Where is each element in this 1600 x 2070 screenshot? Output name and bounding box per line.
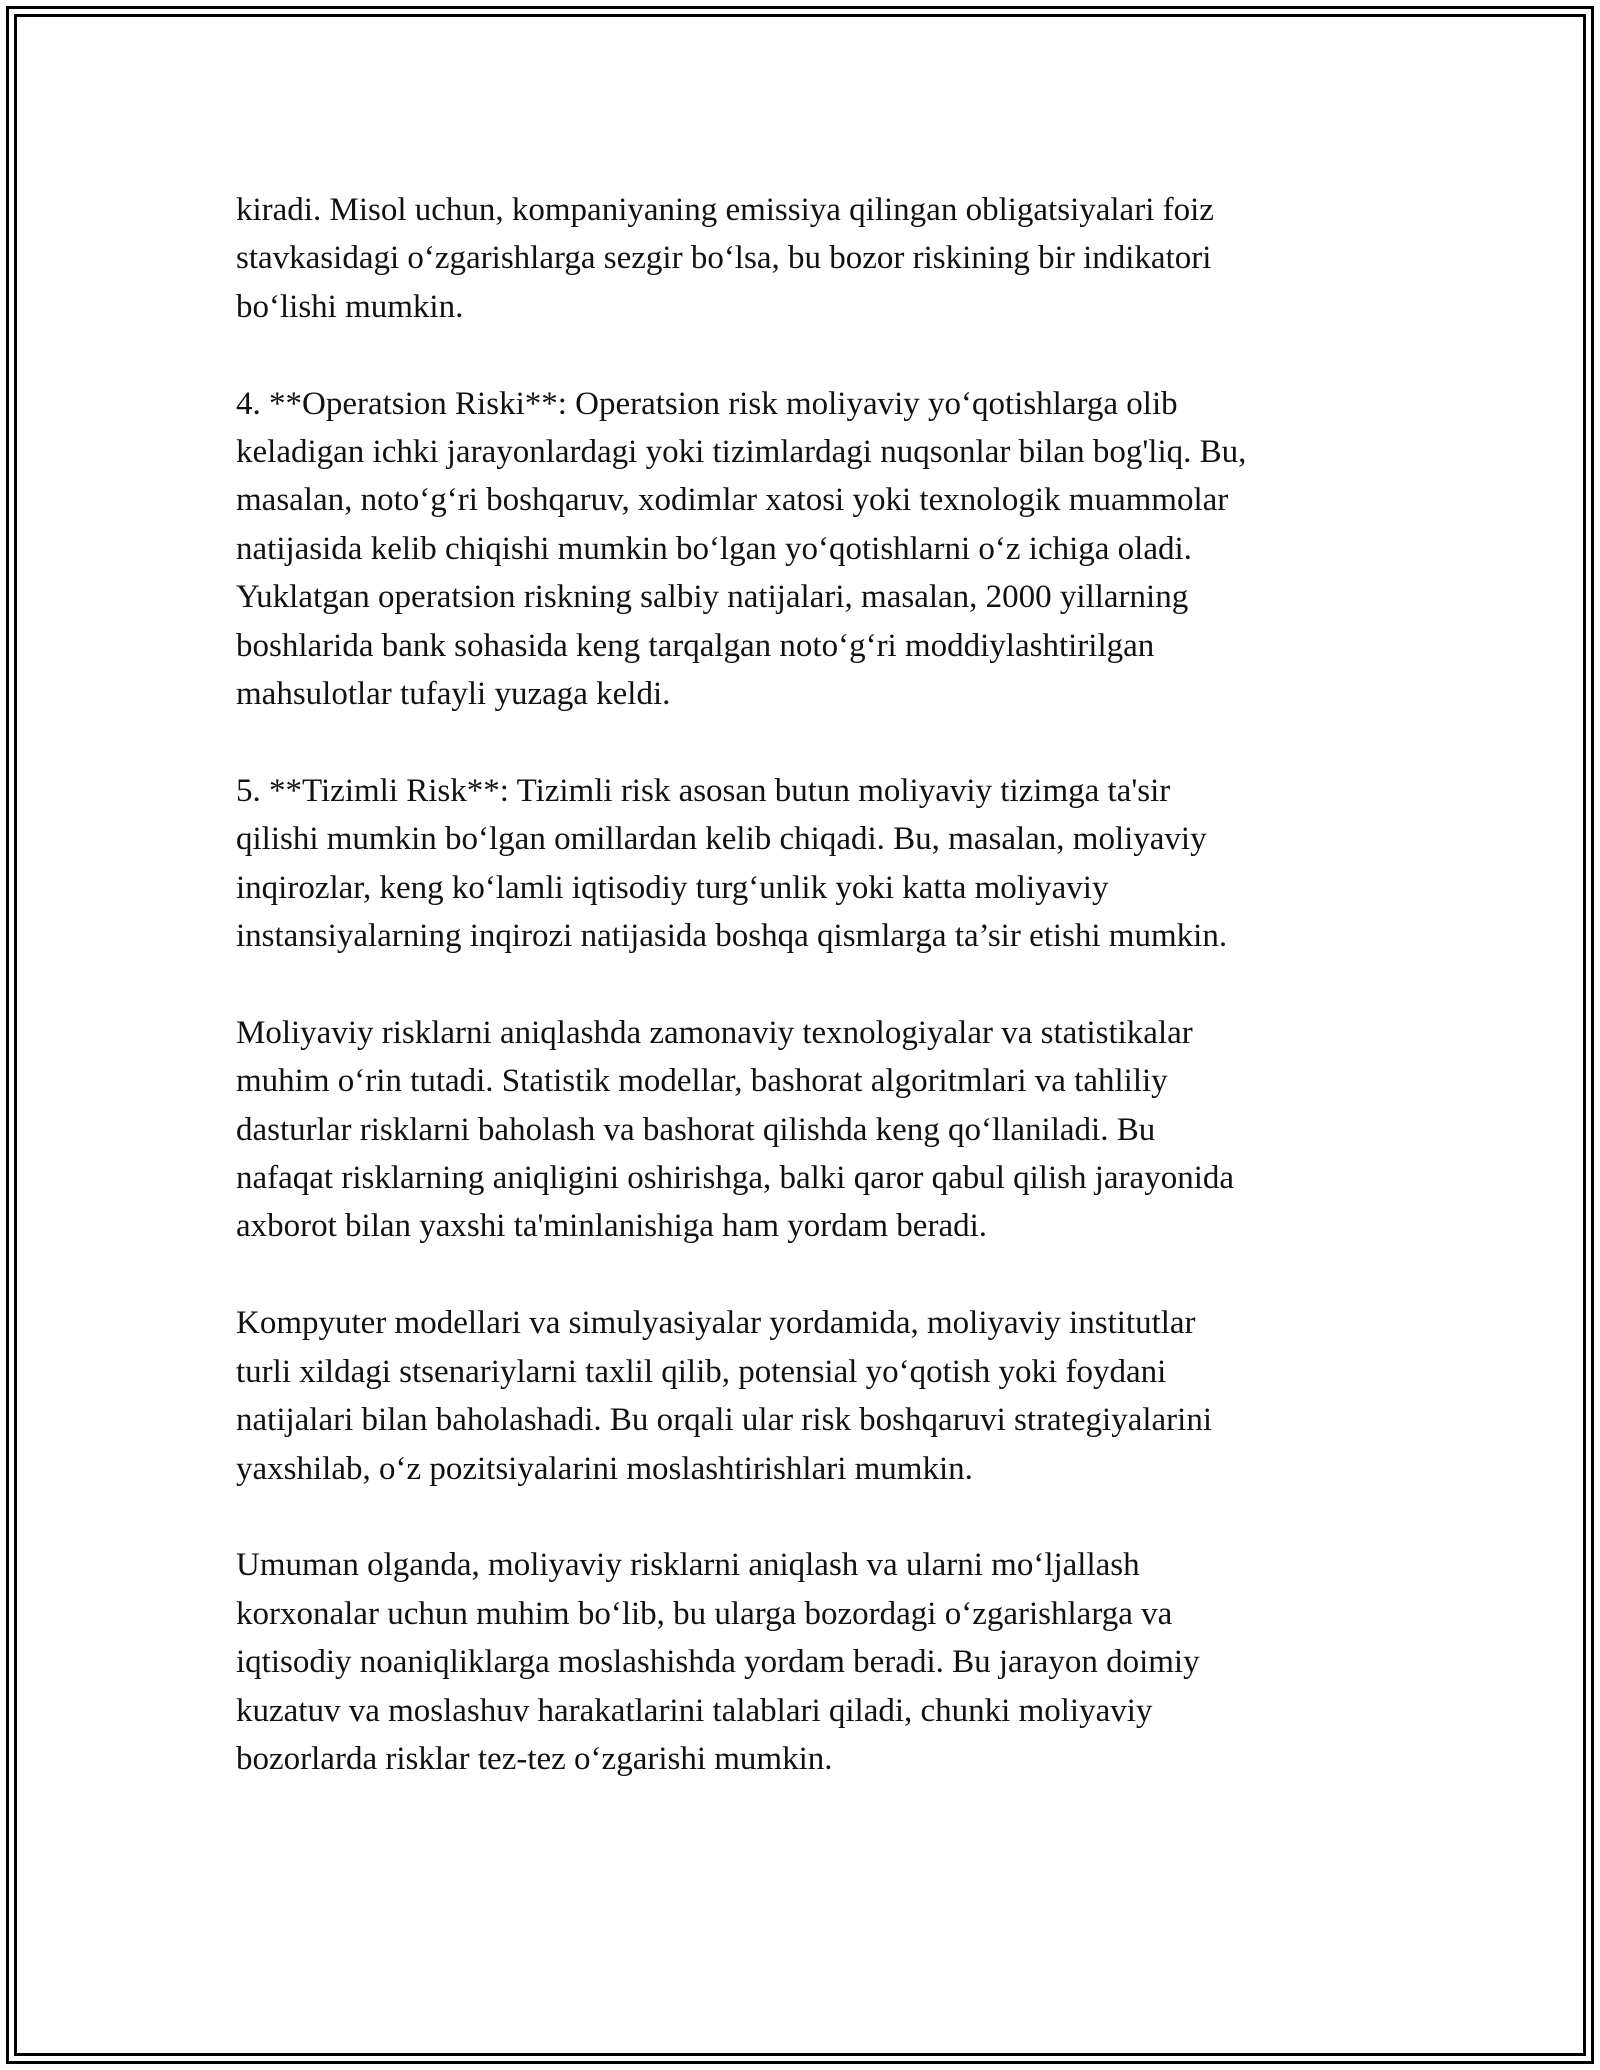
paragraph-systemic-risk: 5. **Tizimli Risk**: Tizimli risk asosan butun moliyaviy tizimga ta'sir qilishi mumkin bo‘lgan omillardan kelib chiqadi. Bu, masalan, moliyaviy inqirozlar, keng ko‘lamli iqtisodiy turg‘unlik yoki katta moliyaviy instansiyalarning inqirozi natijasida boshqa qismlarga ta’sir etishi mumkin. bbox=[236, 772, 1228, 955]
paragraph-conclusion: Umuman olganda, moliyaviy risklarni aniqlash va ularni mo‘ljallash korxonalar uchun muhim bo‘lib, bu ularga bozordagi o‘zgarishlarga va iqtisodiy noaniqliklarga moslashishda yordam beradi. Bu jarayon doimiy kuzatuv va moslashuv harakatlarini talablari qiladi, chunki moliyaviy bozorlarda risklar tez-tez o‘zgarishi mumkin. bbox=[236, 1547, 1200, 1777]
paragraph-operational-risk: 4. **Operatsion Riski**: Operatsion risk moliyaviy yo‘qotishlarga olib keladigan ichki jarayonlardagi yoki tizimlardagi nuqsonlar bilan bog'liq. Bu, masalan, noto‘g‘ri boshqaruv, xodimlar xatosi yoki texnologik muammolar natijasida kelib chiqishi mumkin bo‘lgan yo‘qotishlarni o‘z ichiga oladi. Yuklatgan operatsion riskning salbiy natijalari, masalan, 2000 yillarning boshlarida bank sohasida keng tarqalgan noto‘g‘ri moddiylashtirilgan mahsulotlar tufayli yuzaga keldi. bbox=[236, 385, 1247, 713]
paragraph-computer-models: Kompyuter modellari va simulyasiyalar yordamida, moliyaviy institutlar turli xildagi stsenariylarni taxlil qilib, potensial yo‘qotish yoki foydani natijalari bilan baholashadi. Bu orqali ular risk boshqaruvi strategiyalarini yaxshilab, o‘z pozitsiyalarini moslashtirishlari mumkin. bbox=[236, 1305, 1212, 1487]
paragraph-market-risk-continuation: kiradi. Misol uchun, kompaniyaning emissiya qilingan obligatsiyalari foiz stavkasidagi o‘zgarishlarga sezgir bo‘lsa, bu bozor riskining bir indikatori bo‘lishi mumkin. bbox=[236, 192, 1214, 325]
document-body bbox=[236, 186, 1386, 1832]
paragraph-technology-statistics: Moliyaviy risklarni aniqlashda zamonaviy texnologiyalar va statistikalar muhim o‘rin tutadi. Statistik modellar, bashorat algoritmlari va tahliliy dasturlar risklarni baholash va bashorat qilishda keng qo‘llaniladi. Bu nafaqat risklarning aniqligini oshirishga, balki qaror qabul qilish jarayonida axborot bilan yaxshi ta'minlanishiga ham yordam beradi. bbox=[236, 1014, 1235, 1245]
